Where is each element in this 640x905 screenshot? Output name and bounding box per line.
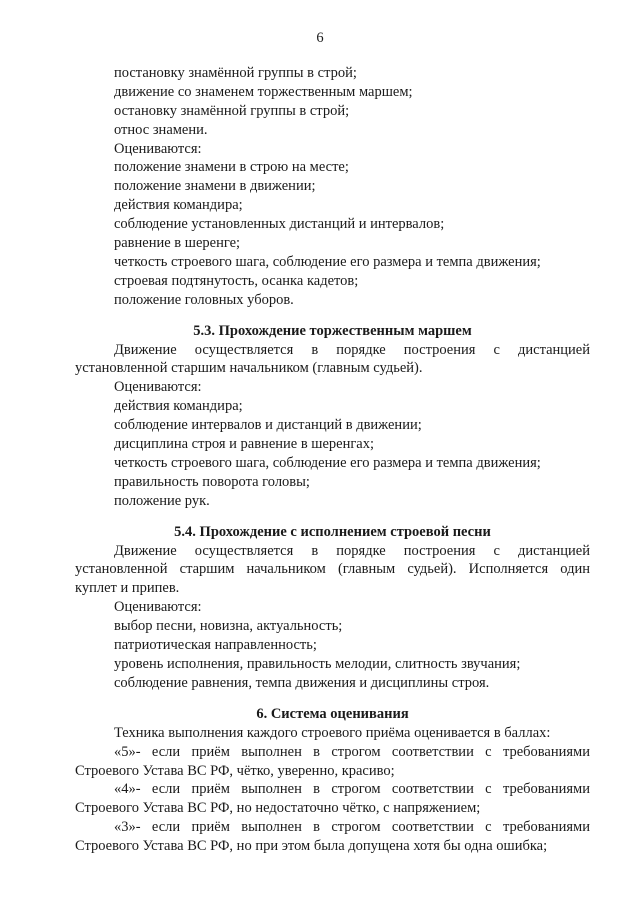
section-6 <box>75 705 590 856</box>
list-item: равнение в шеренге; <box>114 235 241 252</box>
list-item: правильность поворота головы; <box>114 473 310 490</box>
page-content <box>75 64 590 856</box>
section-heading: 5.3. Прохождение торжественным маршем <box>193 322 472 339</box>
page-number: 6 <box>316 30 324 46</box>
list-item: соблюдение интервалов и дистанций в движении; <box>114 417 422 434</box>
list-item: действия командира; <box>114 398 243 415</box>
grade-3-line: «3»- если приём выполнен в строгом соответствии с требованиями <box>114 819 590 836</box>
list-item: остановку знамённой группы в строй; <box>114 102 350 119</box>
list-item: четкость строевого шага, соблюдение его размера и темпа движения; <box>114 454 541 471</box>
section-5-3 <box>75 322 590 511</box>
list-item: постановку знамённой группы в строй; <box>114 65 357 81</box>
paragraph-line: Движение осуществляется в порядке построения с дистанцией <box>114 542 590 559</box>
list-block-banner-group <box>75 64 590 310</box>
section-heading: 5.4. Прохождение с исполнением строевой песни <box>174 523 491 540</box>
paragraph-line: куплет и припев. <box>75 580 180 597</box>
grade-4-line: Строевого Устава ВС РФ, но недостаточно чётко, с напряжением; <box>75 800 481 817</box>
section-heading: 6. Система оценивания <box>256 705 409 722</box>
list-item: дисциплина строя и равнение в шеренгах; <box>114 436 375 453</box>
grade-5-line: «5»- если приём выполнен в строгом соответствии с требованиями <box>114 743 590 760</box>
list-item: строевая подтянутость, осанка кадетов; <box>114 272 359 289</box>
list-item: патриотическая направленность; <box>114 637 317 654</box>
section-5-4 <box>75 523 590 693</box>
grade-5-line: Строевого Устава ВС РФ, чётко, уверенно, красиво; <box>75 762 395 779</box>
list-item: положение рук. <box>114 492 210 509</box>
list-item: положение знамени в строю на месте; <box>114 159 349 176</box>
grade-3-line: Строевого Устава ВС РФ, но при этом была допущена хотя бы одна ошибка; <box>75 838 548 855</box>
list-item: соблюдение установленных дистанций и интервалов; <box>114 216 445 233</box>
list-item: Оцениваются: <box>114 140 202 157</box>
list-item: положение знамени в движении; <box>114 178 316 195</box>
list-item: соблюдение равнения, темпа движения и дисциплины строя. <box>114 674 490 691</box>
paragraph-line: Движение осуществляется в порядке построения с дистанцией <box>114 341 590 358</box>
paragraph-line: установленной старшим начальником (главным судьей). Исполняется один <box>75 561 590 578</box>
list-item: уровень исполнения, правильность мелодии, слитность звучания; <box>114 655 521 672</box>
grade-4-line: «4»- если приём выполнен в строгом соответствии с требованиями <box>114 781 590 798</box>
list-item: Оцениваются: <box>114 599 202 616</box>
paragraph-line: Техника выполнения каждого строевого приёма оценивается в баллах: <box>114 724 551 741</box>
paragraph-line: установленной старшим начальником (главным судьей). <box>75 360 423 377</box>
list-item: четкость строевого шага, соблюдение его размера и темпа движения; <box>114 253 541 270</box>
list-item: Оцениваются: <box>114 379 202 396</box>
list-item: относ знамени. <box>114 121 208 138</box>
list-item: движение со знаменем торжественным маршем; <box>114 83 413 100</box>
list-item: выбор песни, новизна, актуальность; <box>114 618 343 635</box>
list-item: действия командира; <box>114 197 243 214</box>
list-item: положение головных уборов. <box>114 291 294 308</box>
